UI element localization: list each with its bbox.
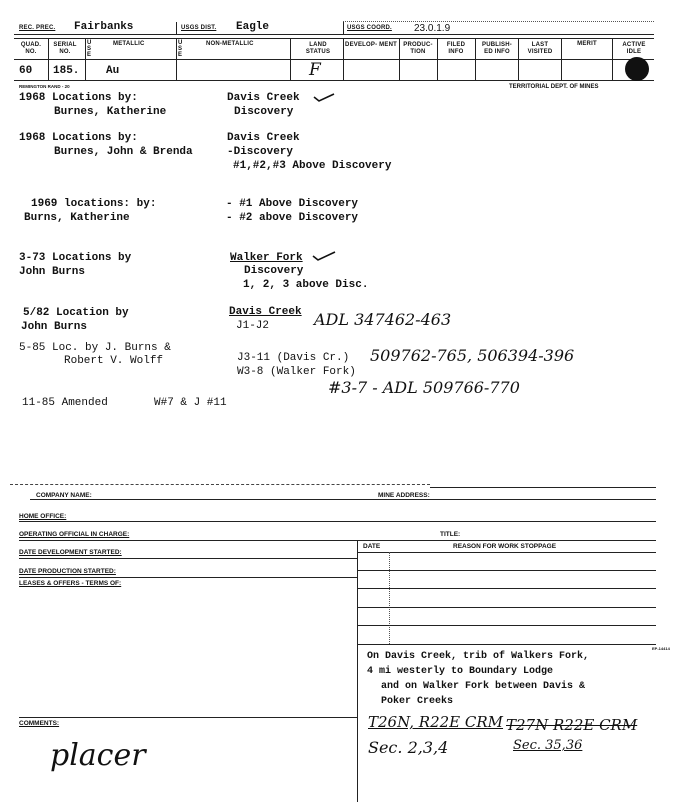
entry-4-right3: 1, 2, 3 above Disc.: [243, 279, 369, 291]
usgs-dist-label: USGS DIST.: [181, 25, 217, 31]
col-divider: [290, 38, 291, 80]
header-top-rule: [14, 34, 654, 35]
title-label: TITLE:: [440, 531, 461, 538]
col-filed-info: FILED INFO: [446, 42, 466, 55]
territorial-dept: TERRITORIAL DEPT. OF MINES: [509, 84, 599, 90]
entry-6-handwritten-adl: #3-7 - ADL 509766-770: [328, 378, 520, 397]
col-use: U S E: [87, 40, 92, 58]
home-office-label: HOME OFFICE:: [19, 513, 67, 520]
leases-label: LEASES & OFFERS - TERMS OF:: [19, 580, 122, 587]
date-dev-rule: [19, 558, 357, 559]
col-metallic: METALLIC: [113, 41, 145, 47]
col-divider: [343, 38, 344, 80]
entry-4-right2: Discovery: [244, 265, 304, 277]
entry-6-right2: W3-8 (Walker Fork): [237, 366, 356, 378]
entry-5-right2: J1-J2: [236, 320, 270, 332]
header-divider: [176, 22, 177, 35]
entry-5-handwritten-adl: ADL 347462-463: [314, 310, 452, 329]
company-rule: [30, 499, 656, 500]
entry-3-right: - #1 Above Discovery: [226, 198, 359, 210]
entry-7-right: W#7 & J #11: [154, 397, 227, 409]
stoppage-row-rule: [357, 644, 656, 645]
entry-2-right3: #1,#2,#3 Above Discovery: [233, 160, 392, 172]
entry-1-right2: Discovery: [234, 106, 294, 118]
entry-2-left: 1968 Locations by:: [19, 132, 138, 144]
form-rule: [430, 487, 656, 488]
metallic-value: Au: [106, 65, 120, 77]
home-office-rule: [19, 521, 656, 522]
handwritten-township-2: T27N R22E CRM: [506, 716, 638, 734]
date-prod-rule: [19, 577, 357, 578]
rec-prec-value: Fairbanks: [74, 21, 134, 33]
operating-official-label: OPERATING OFFICIAL IN CHARGE:: [19, 531, 130, 538]
entry-7-left: 11-85 Amended: [22, 397, 108, 409]
company-name-label: COMPANY NAME:: [36, 492, 92, 499]
col-divider: [561, 38, 562, 80]
col-production: PRODUC- TION: [403, 42, 433, 55]
entry-6-left: 5-85 Loc. by J. Burns &: [19, 342, 171, 354]
usgs-dist-value: Eagle: [236, 21, 270, 33]
location-note-line-2: 4 mi westerly to Boundary Lodge: [367, 666, 554, 677]
stoppage-row-rule: [357, 625, 656, 626]
date-production-label: DATE PRODUCTION STARTED:: [19, 568, 116, 575]
reason-col-label: REASON FOR WORK STOPPAGE: [453, 543, 557, 550]
handwritten-township-1: T26N, R22E CRM: [368, 713, 504, 731]
checkmark-icon: [311, 250, 337, 262]
lower-divider: [357, 540, 358, 802]
entry-5-right: Davis Creek: [229, 306, 302, 318]
entry-3-left2: Burns, Katherine: [24, 212, 130, 224]
stoppage-row-rule: [357, 588, 656, 589]
col-land-status: LAND STATUS: [305, 42, 331, 55]
col-non-metallic: NON-METALLIC: [206, 41, 254, 47]
form-tear-rule: [10, 484, 430, 485]
entry-1-left: 1968 Locations by:: [19, 92, 138, 104]
stoppage-header-rule: [357, 552, 656, 553]
col-merit: MERIT: [577, 41, 597, 47]
col-divider: [85, 38, 86, 80]
col-divider: [518, 38, 519, 80]
col-serial-no: SERIAL NO.: [53, 42, 77, 55]
form-number: EP-14414: [652, 646, 670, 651]
col-divider: [437, 38, 438, 80]
entry-2-right2: -Discovery: [227, 146, 294, 158]
serial-value: 185.: [53, 65, 80, 77]
entry-2-left2: Burnes, John & Brenda: [54, 146, 193, 158]
comments-rule: [19, 717, 357, 718]
header-divider: [343, 22, 344, 35]
entry-6-handwritten-numbers: 509762-765, 506394-396: [370, 346, 575, 365]
location-note-line-1: On Davis Creek, trib of Walkers Fork,: [367, 651, 590, 662]
entry-3-right2: - #2 above Discovery: [226, 212, 359, 224]
columns-top-rule: [14, 38, 654, 39]
location-note-line-3: and on Walker Fork between Davis &: [381, 681, 586, 692]
col-published-info: PUBLISH- ED INFO: [482, 42, 512, 55]
usgs-coord-value: 23.0.1.9: [414, 23, 451, 34]
date-reason-divider: [389, 552, 390, 644]
entry-4-left: 3-73 Locations by: [19, 252, 132, 264]
col-active-idle: ACTIVE IDLE: [622, 42, 646, 55]
land-status-value: F: [309, 60, 321, 80]
col-quad-no: QUAD. NO.: [20, 42, 42, 55]
mine-address-label: MINE ADDRESS:: [378, 492, 430, 499]
entry-3-left: 1969 locations: by:: [31, 198, 157, 210]
handwritten-section-2: Sec. 35,36: [513, 738, 583, 753]
columns-bottom-rule: [14, 59, 654, 60]
entry-1-left2: Burnes, Katherine: [54, 106, 167, 118]
active-idle-punch-mark: [625, 57, 649, 81]
values-bottom-rule: [14, 80, 654, 81]
entry-5-left: 5/82 Location by: [23, 307, 129, 319]
rec-prec-label: REC. PREC.: [19, 25, 56, 31]
checkmark-icon: [312, 91, 336, 103]
entry-6-right: J3-11 (Davis Cr.): [237, 352, 350, 364]
header-dotted-rule: [343, 21, 654, 22]
comments-label: COMMENTS:: [19, 720, 60, 727]
col-development: DEVELOP- MENT: [345, 42, 397, 48]
entry-6-left2: Robert V. Wolff: [64, 355, 164, 367]
handwritten-section-1: Sec. 2,3,4: [368, 738, 449, 757]
official-rule: [19, 540, 656, 541]
col-divider: [176, 38, 177, 80]
entry-5-left2: John Burns: [21, 321, 88, 333]
printer-mark: REMINGTON RAND - 20: [19, 84, 70, 89]
entry-4-left2: John Burns: [19, 266, 86, 278]
entry-1-right: Davis Creek: [227, 92, 300, 104]
col-last-visited: LAST VISITED: [527, 42, 553, 55]
entry-2-right: Davis Creek: [227, 132, 300, 144]
col-divider: [612, 38, 613, 80]
col-use-2: U S E: [178, 40, 183, 58]
quad-value: 60: [19, 65, 33, 77]
usgs-coord-label: USGS COORD.: [347, 25, 392, 31]
location-note-line-4: Poker Creeks: [381, 696, 454, 707]
stoppage-row-rule: [357, 607, 656, 608]
entry-4-right: Walker Fork: [230, 252, 303, 264]
handwritten-comment: placer: [50, 738, 146, 773]
date-col-label: DATE: [363, 543, 381, 550]
stoppage-row-rule: [357, 570, 656, 571]
col-divider: [475, 38, 476, 80]
date-development-label: DATE DEVELOPMENT STARTED:: [19, 549, 122, 556]
